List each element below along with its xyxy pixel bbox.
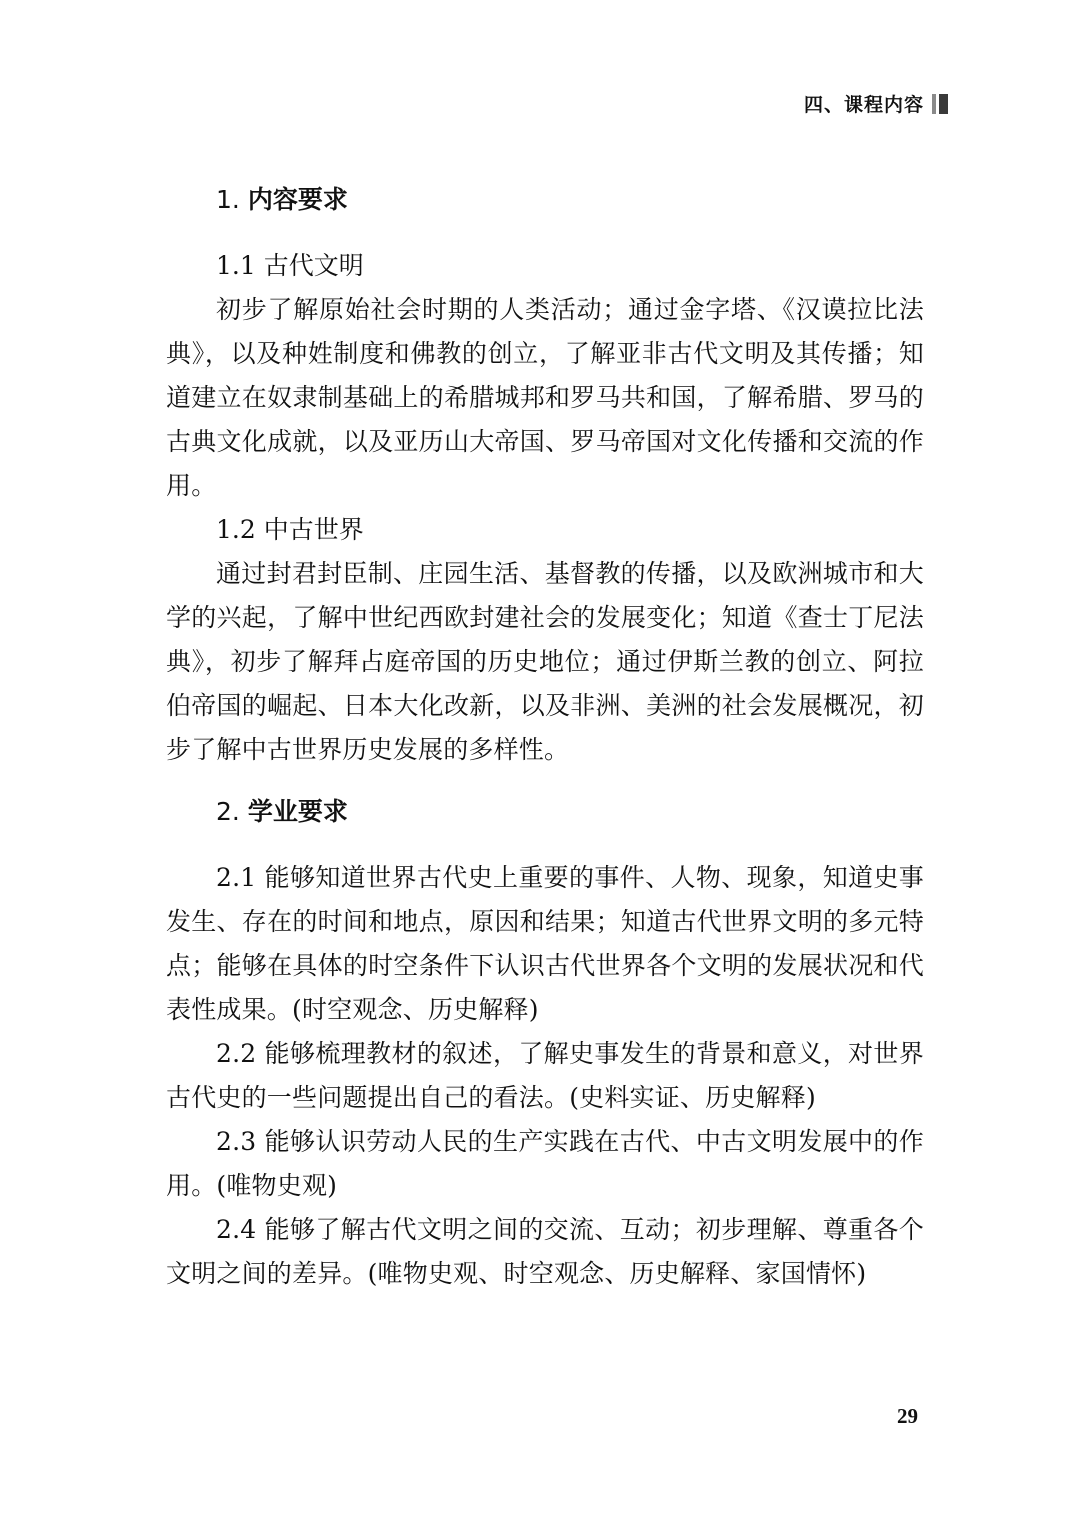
subsection-1-1-heading: 1.1 古代文明 [216, 251, 364, 280]
header-bar-thick [939, 94, 948, 114]
header-bar-marks [932, 94, 948, 114]
page-content [166, 182, 924, 1296]
subsection-1-2-heading: 1.2 中古世界 [216, 515, 364, 544]
header-bar-thin [932, 94, 936, 114]
section-1-title: 内容要求 [247, 185, 348, 214]
subsection-1-1-body: 初步了解原始社会时期的人类活动；通过金字塔、《汉谟拉比法典》，以及种姓制度和佛教的创立，了解亚非古代文明及其传播；知道建立在奴隶制基础上的希腊城邦和罗马共和国，了解希腊、罗马的古典文化成就，以及亚历山大帝国、罗马帝国对文化传播和交流的作用。 [166, 295, 924, 500]
subsection-1-2-body: 通过封君封臣制、庄园生活、基督教的传播，以及欧洲城市和大学的兴起，了解中世纪西欧封建社会的发展变化；知道《查士丁尼法典》，初步了解拜占庭帝国的历史地位；通过伊斯兰教的创立、阿拉伯帝国的崛起、日本大化改新，以及非洲、美洲的社会发展概况，初步了解中古世界历史发展的多样性。 [166, 559, 924, 764]
section-2-heading [216, 794, 924, 830]
requirement-item: 2.3 能够认识劳动人民的生产实践在古代、中古文明发展中的作用。(唯物史观) [166, 1127, 924, 1200]
requirement-item: 2.1 能够知道世界古代史上重要的事件、人物、现象，知道史事发生、存在的时间和地点，原因和结果；知道古代世界文明的多元特点；能够在具体的时空条件下认识古代世界各个文明的发展状况和代表性成果。(时空观念、历史解释) [166, 863, 924, 1024]
section-2-title: 学业要求 [247, 797, 348, 826]
section-1-heading [216, 182, 924, 218]
section-2-number: 2. [216, 797, 240, 826]
requirement-item: 2.4 能够了解古代文明之间的交流、互动；初步理解、尊重各个文明之间的差异。(唯物史观、时空观念、历史解释、家国情怀) [166, 1215, 924, 1288]
requirement-item: 2.2 能够梳理教材的叙述，了解史事发生的背景和意义，对世界古代史的一些问题提出自己的看法。(史料实证、历史解释) [166, 1039, 924, 1112]
running-header [804, 90, 948, 117]
section-1-number: 1. [216, 185, 240, 214]
page-number: 29 [897, 1404, 918, 1428]
running-header-title: 四、课程内容 [803, 94, 924, 116]
